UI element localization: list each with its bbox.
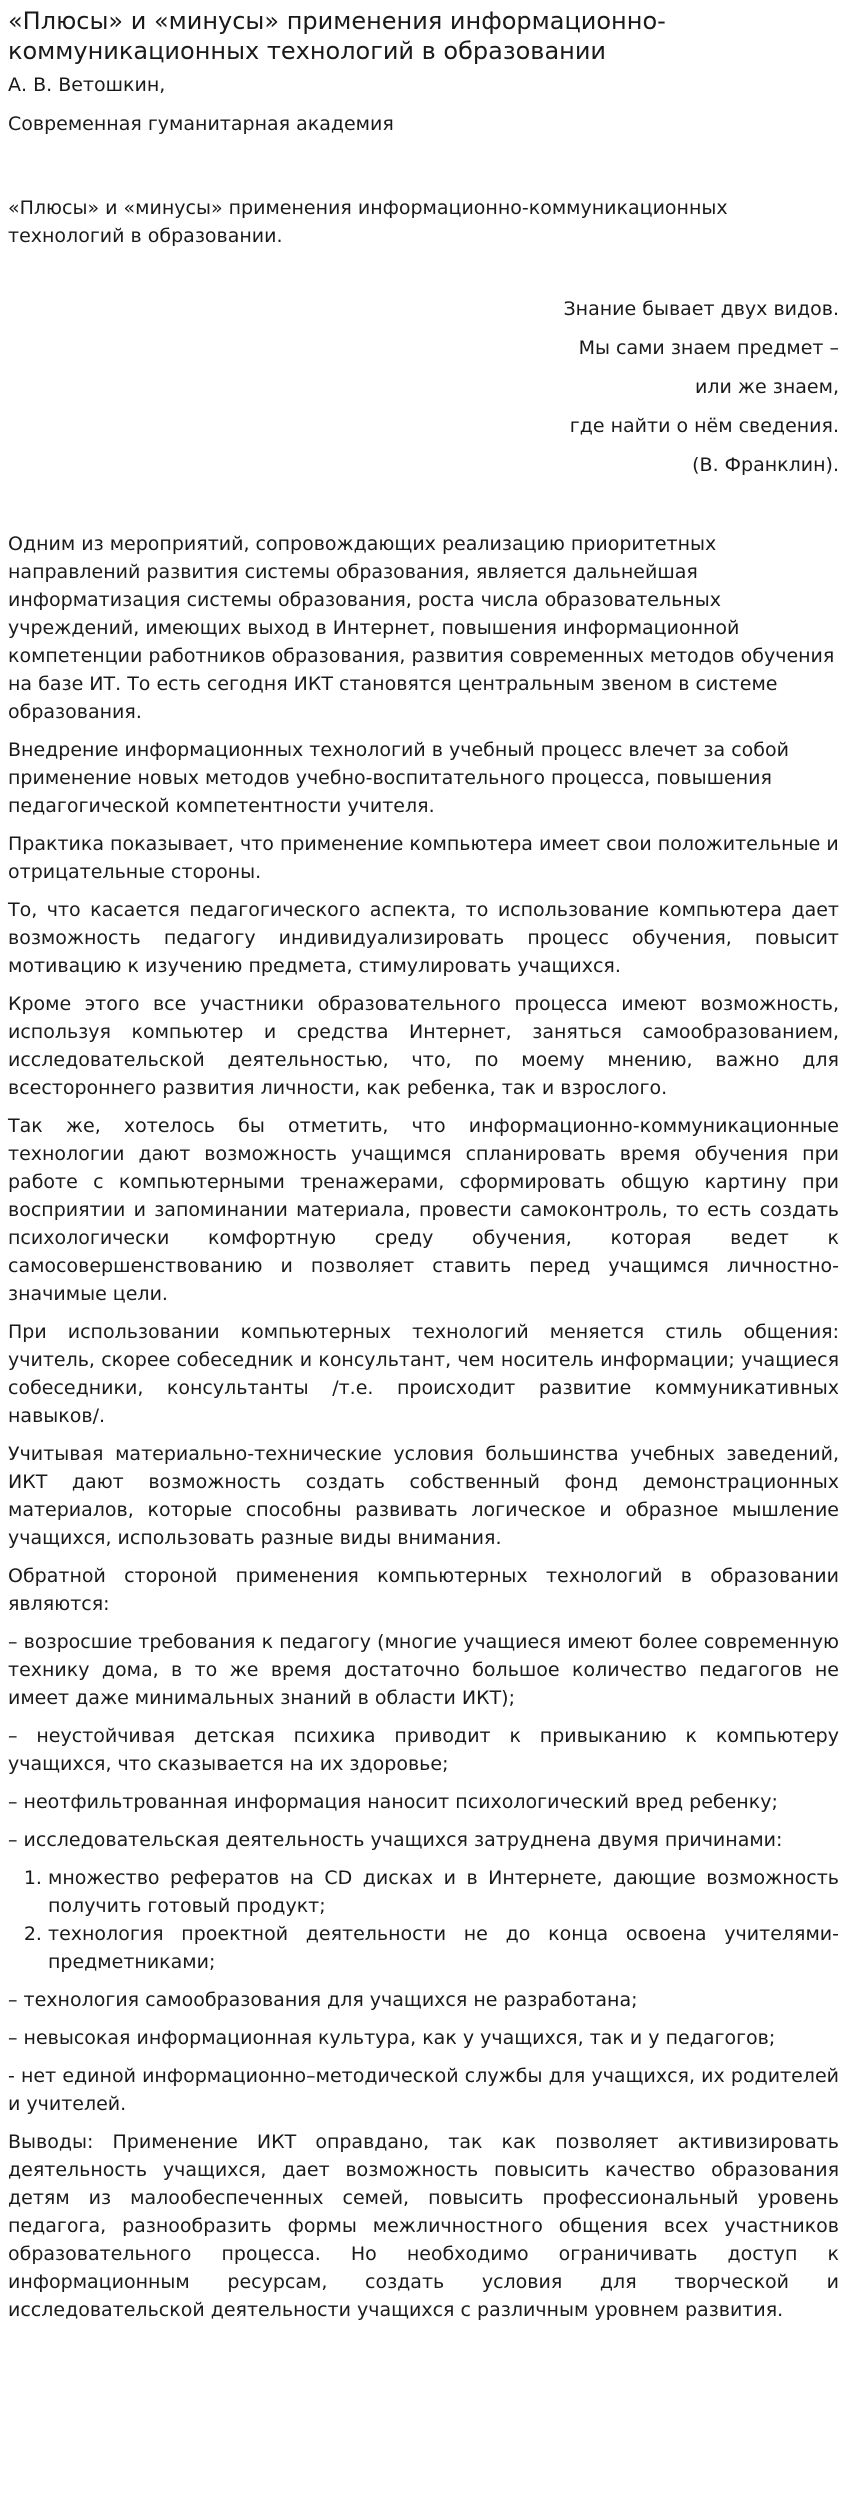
article-body (8, 530, 839, 2324)
list-item: 1. множество рефератов на CD дисках и в Интернете, дающие возможность получить готовый продукт; (48, 1864, 839, 1920)
epigraph-line: (В. Франклин). (692, 454, 839, 476)
paragraph: – невысокая информационная культура, как у учащихся, так и у педагогов; (8, 2027, 776, 2049)
paragraph: – неотфильтрованная информация наносит психологический вред ребенку; (8, 1791, 778, 1813)
epigraph-line: Знание бывает двух видов. (563, 298, 839, 320)
paragraph: – исследовательская деятельность учащихся затруднена двумя причинами: (8, 1829, 783, 1851)
paragraph: Внедрение информационных технологий в учебный процесс влечет за собой применение новых методов учебно-воспитательного процесса, повышения педагогической компетентности учителя. (8, 739, 789, 817)
paragraph: - нет единой информационно–методической службы для учащихся, их родителей и учителей. (8, 2065, 839, 2115)
numbered-list (8, 1864, 839, 1976)
epigraph-line: Мы сами знаем предмет – (578, 337, 839, 359)
list-item: 2. технология проектной деятельности не до конца освоена учителями-предметниками; (48, 1920, 839, 1976)
paragraph: То, что касается педагогического аспекта, то использование компьютера дает возможность педагогу индивидуализировать процесс обучения, повысит мотивацию к изучению предмета, стимулировать учащихся. (8, 899, 839, 977)
epigraph-line: или же знаем, (695, 376, 839, 398)
conclusion-paragraph: Выводы: Применение ИКТ оправдано, так как позволяет активизировать деятельность учащихся, дает возможность повысить качество образования детям из малообеспеченных семей, повысить профессиональный уровень педагога, разнообразить формы межличностного общения всех участников образовательного процесса. Но необходимо ограничивать доступ к информационным ресурсам, создать условия для творческой и исследовательской деятельности учащихся с различным уровнем развития. (8, 2131, 839, 2321)
page-title: «Плюсы» и «минусы» применения информационно-коммуникационных технологий в образовании (8, 7, 666, 65)
epigraph (8, 295, 839, 479)
paragraph: Так же, хотелось бы отметить, что информационно-коммуникационные технологии дают возможность учащимся спланировать время обучения при работе с компьютерными тренажерами, сформировать общую картину при восприятии и запоминании материала, провести самоконтроль, то есть создать психологически комфортную среду обучения, которая ведет к самосовершенствованию и позволяет ставить перед учащимся личностно-значимые цели. (8, 1115, 839, 1305)
paragraph: – неустойчивая детская психика приводит к привыканию к компьютеру учащихся, что сказывается на их здоровье; (8, 1725, 839, 1775)
intro-title: «Плюсы» и «минусы» применения информационно-коммуникационных технологий в образовании. (8, 197, 728, 247)
paragraph: Одним из мероприятий, сопровождающих реализацию приоритетных направлений развития системы образования, является дальнейшая информатизация системы образования, роста числа образовательных учреждений, имеющих выход в Интернет, повышения информационной компетенции работников образования, развития современных методов обучения на базе ИТ. То есть сегодня ИКТ становятся центральным звеном в системе образования. (8, 533, 835, 723)
paragraph: – возросшие требования к педагогу (многие учащиеся имеют более современную технику дома, в то же время достаточно большое количество педагогов не имеет даже минимальных знаний в области ИКТ); (8, 1631, 839, 1709)
paragraph: Обратной стороной применения компьютерных технологий в образовании являются: (8, 1565, 839, 1615)
paragraph: Учитывая материально-технические условия большинства учебных заведений, ИКТ дают возможность создать собственный фонд демонстрационных материалов, которые способны развивать логическое и образное мышление учащихся, использовать разные виды внимания. (8, 1443, 839, 1549)
organization: Современная гуманитарная академия (8, 113, 394, 135)
epigraph-line: где найти о нём сведения. (569, 415, 839, 437)
paragraph: Кроме этого все участники образовательного процесса имеют возможность, используя компьютер и средства Интернет, заняться самообразованием, исследовательской деятельностью, что, по моему мнению, важно для всестороннего развития личности, как ребенка, так и взрослого. (8, 993, 839, 1099)
paragraph: При использовании компьютерных технологий меняется стиль общения: учитель, скорее собеседник и консультант, чем носитель информации; учащиеся собеседники, консультанты /т.е. происходит развитие коммуникативных навыков/. (8, 1321, 839, 1427)
paragraph: – технология самообразования для учащихся не разработана; (8, 1989, 638, 2011)
paragraph: Практика показывает, что применение компьютера имеет свои положительные и отрицательные стороны. (8, 833, 839, 883)
author: А. В. Ветошкин, (8, 74, 166, 96)
